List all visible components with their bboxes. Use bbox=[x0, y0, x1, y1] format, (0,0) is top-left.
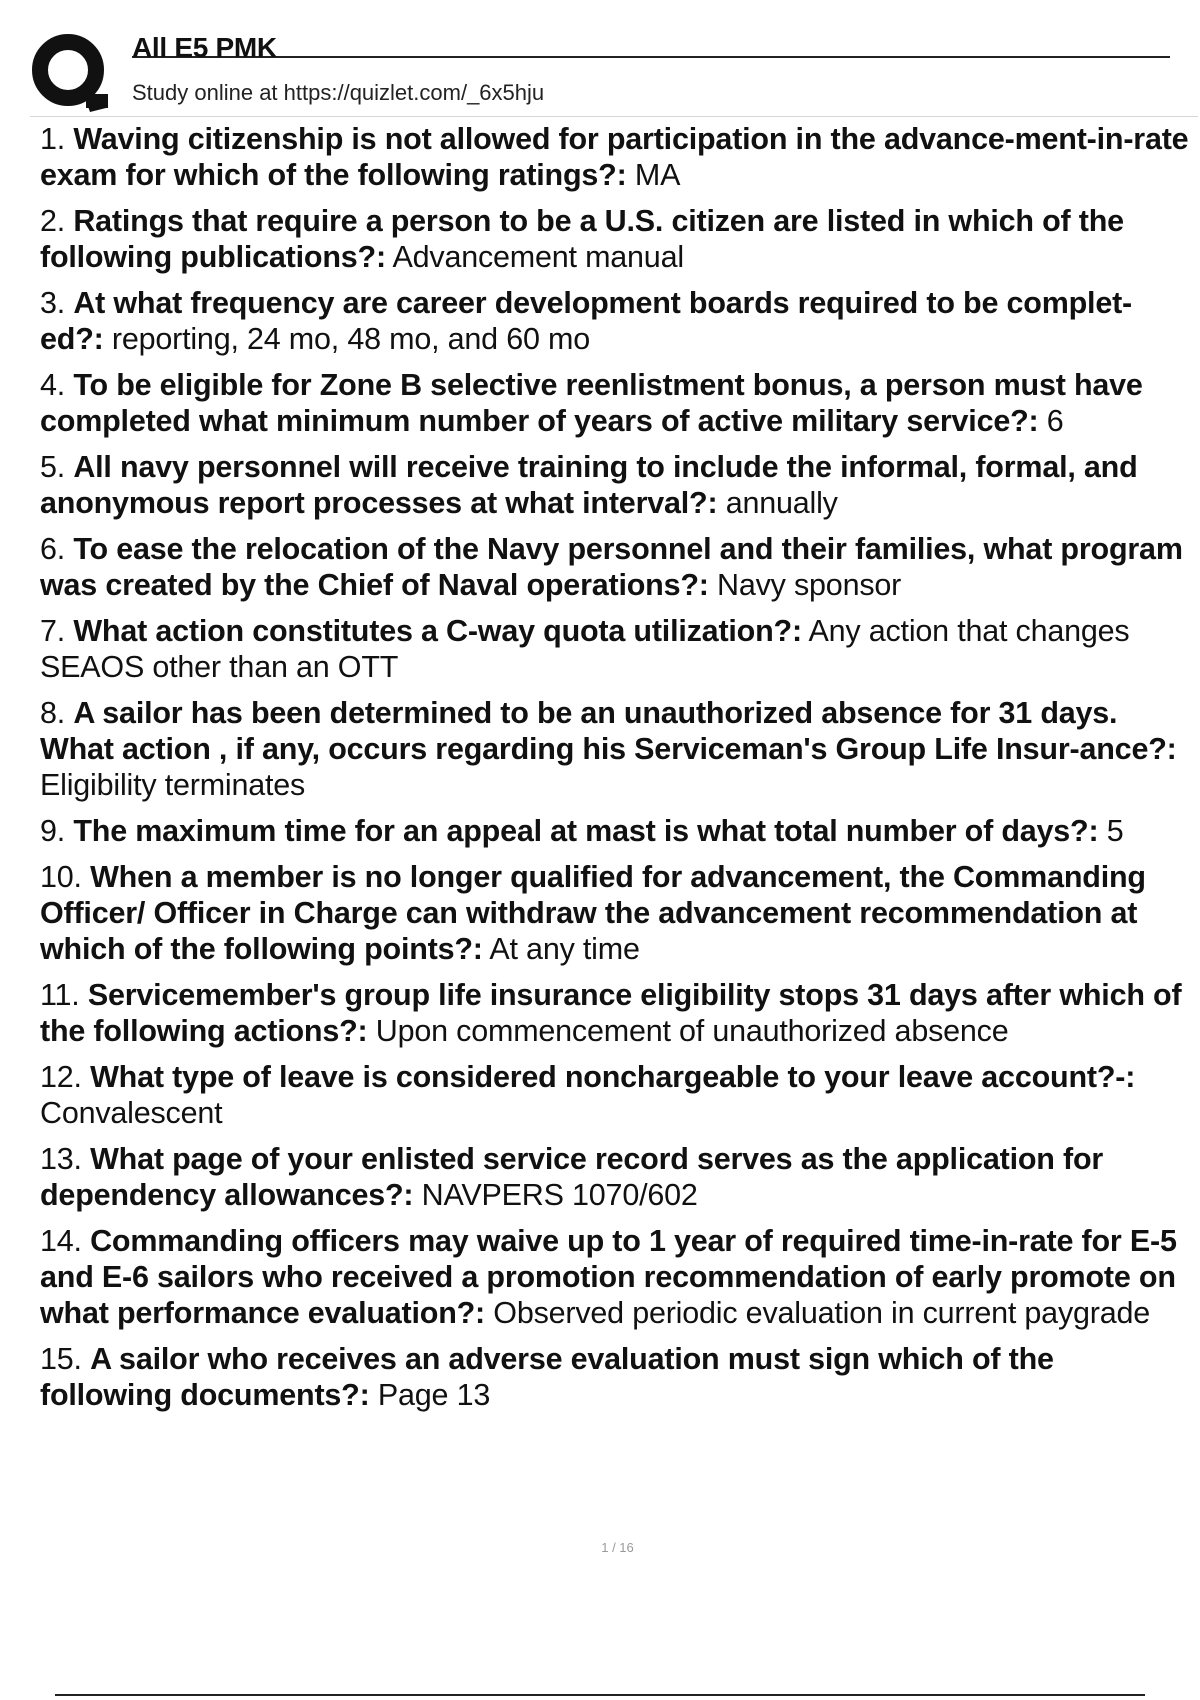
card-number: 13. bbox=[40, 1142, 82, 1176]
header-divider bbox=[30, 116, 1198, 117]
card-answer: Page 13 bbox=[377, 1378, 491, 1412]
card-question: Servicemember's group life insurance eligibility stops 31 days after which of the following actions?: bbox=[40, 978, 1182, 1048]
card-question: Waving citizenship is not allowed for participation in the advance-ment-in-rate exam for which of the following ratings?: bbox=[40, 122, 1189, 192]
footer-divider bbox=[55, 1694, 1145, 1696]
flashcard-item bbox=[40, 285, 1192, 357]
study-online-link[interactable]: Study online at https://quizlet.com/_6x5hju bbox=[132, 80, 545, 105]
flashcard-item bbox=[40, 449, 1192, 521]
card-question: What page of your enlisted service record serves as the application for dependency allowances?: bbox=[40, 1142, 1104, 1212]
flashcard-item bbox=[40, 859, 1192, 967]
quizlet-q-logo-icon bbox=[30, 32, 110, 112]
card-number: 12. bbox=[40, 1060, 82, 1094]
flashcard-item bbox=[40, 121, 1192, 193]
card-number: 1. bbox=[40, 122, 66, 156]
card-number: 6. bbox=[40, 532, 66, 566]
card-number: 14. bbox=[40, 1224, 82, 1258]
card-answer: Upon commencement of unauthorized absence bbox=[375, 1014, 1009, 1048]
card-number: 2. bbox=[40, 204, 66, 238]
card-number: 4. bbox=[40, 368, 66, 402]
card-answer: Advancement manual bbox=[392, 240, 684, 274]
card-question: Ratings that require a person to be a U.S. citizen are listed in which of the following publications?: bbox=[40, 204, 1124, 274]
card-question: A sailor has been determined to be an unauthorized absence for 31 days. What action , if any, occurs regarding his Serviceman's Group Life Insur-ance?: bbox=[40, 696, 1177, 766]
flashcard-item bbox=[40, 695, 1192, 803]
card-question: All navy personnel will receive training to include the informal, formal, and anonymous report processes at what interval?: bbox=[40, 450, 1138, 520]
flashcard-item bbox=[40, 367, 1192, 439]
card-question: Commanding officers may waive up to 1 year of required time-in-rate for E-5 and E-6 sailors who received a promotion recommendation of early promote on what performance evaluation?: bbox=[40, 1224, 1177, 1330]
card-answer: Eligibility terminates bbox=[40, 768, 306, 802]
card-answer: At any time bbox=[489, 932, 640, 966]
card-question: What type of leave is considered nonchargeable to your leave account?-: bbox=[90, 1060, 1136, 1094]
flashcard-item bbox=[40, 203, 1192, 275]
flashcard-item bbox=[40, 1141, 1192, 1213]
card-answer: Observed periodic evaluation in current paygrade bbox=[493, 1296, 1151, 1330]
card-number: 10. bbox=[40, 860, 82, 894]
title-underline bbox=[132, 56, 1170, 58]
card-question: The maximum time for an appeal at mast is what total number of days?: bbox=[73, 814, 1099, 848]
card-question: At what frequency are career development boards required to be complet-ed?: bbox=[40, 286, 1132, 356]
page-header bbox=[30, 30, 1190, 118]
card-number: 7. bbox=[40, 614, 66, 648]
card-number: 15. bbox=[40, 1342, 82, 1376]
card-answer: MA bbox=[634, 158, 681, 192]
card-answer: annually bbox=[725, 486, 838, 520]
card-answer: Any action that changes SEAOS other than an OTT bbox=[40, 614, 1130, 684]
flashcard-item bbox=[40, 531, 1192, 603]
card-number: 9. bbox=[40, 814, 66, 848]
card-question: A sailor who receives an adverse evaluation must sign which of the following documents?: bbox=[40, 1342, 1054, 1412]
flashcard-list bbox=[40, 121, 1192, 1423]
card-answer: 6 bbox=[1046, 404, 1064, 438]
document-title: All E5 PMK bbox=[132, 32, 277, 63]
flashcard-item bbox=[40, 613, 1192, 685]
card-question: What action constitutes a C-way quota utilization?: bbox=[73, 614, 802, 648]
card-number: 5. bbox=[40, 450, 66, 484]
flashcard-item bbox=[40, 1341, 1192, 1413]
card-question: When a member is no longer qualified for advancement, the Commanding Officer/ Officer in Charge can withdraw the advancement recommendation at which of the following points?: bbox=[40, 860, 1146, 966]
card-number: 3. bbox=[40, 286, 66, 320]
card-number: 8. bbox=[40, 696, 66, 730]
flashcard-item bbox=[40, 977, 1192, 1049]
card-answer: reporting, 24 mo, 48 mo, and 60 mo bbox=[111, 322, 590, 356]
card-answer: Convalescent bbox=[40, 1096, 223, 1130]
card-number: 11. bbox=[40, 978, 80, 1012]
card-answer: 5 bbox=[1106, 814, 1124, 848]
card-answer: Navy sponsor bbox=[717, 568, 902, 602]
card-question: To be eligible for Zone B selective reenlistment bonus, a person must have completed what minimum number of years of active military service?: bbox=[40, 368, 1143, 438]
card-answer: NAVPERS 1070/602 bbox=[421, 1178, 698, 1212]
card-question: To ease the relocation of the Navy personnel and their families, what program was created by the Chief of Naval operations?: bbox=[40, 532, 1183, 602]
flashcard-item bbox=[40, 1223, 1192, 1331]
page-number: 1 / 16 bbox=[601, 1540, 634, 1555]
flashcard-item bbox=[40, 813, 1192, 849]
flashcard-item bbox=[40, 1059, 1192, 1131]
